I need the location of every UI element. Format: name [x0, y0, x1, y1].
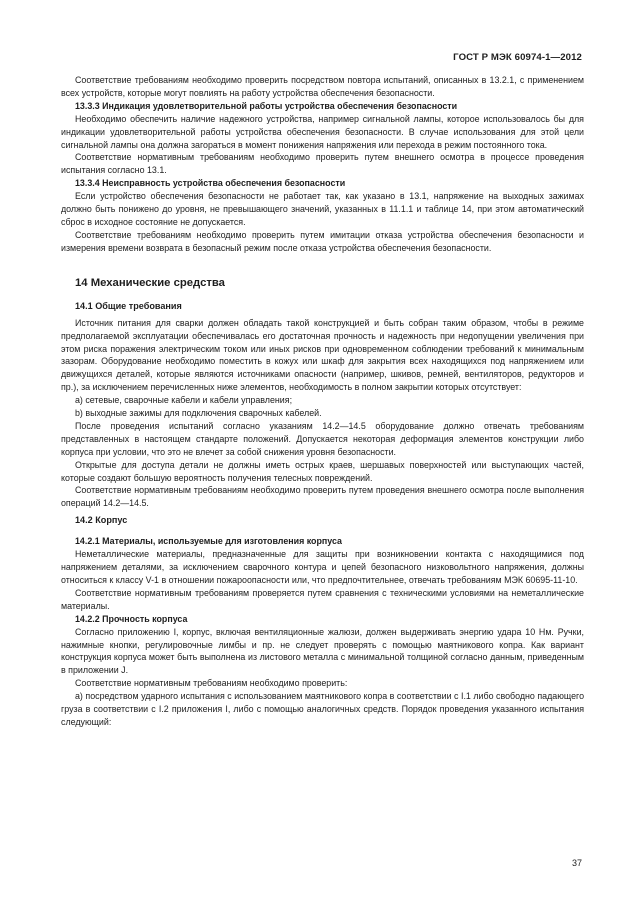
document-body — [61, 74, 584, 729]
list-item: a) посредством ударного испытания с использованием маятникового копра в соответствии с I.1 либо свободно падающего груза в соответствии с I.2 приложения I, либо с помощью аналогичных средств. Порядок проведения указанного испытания следующий: — [61, 691, 584, 727]
paragraph: Открытые для доступа детали не должны иметь острых краев, шершавых поверхностей или выступающих частей, которые создают большую вероятность получения телесных повреждений. — [61, 459, 584, 483]
paragraph: Если устройство обеспечения безопасности не работает так, как указано в 13.1, напряжение на выходных зажимах должно быть понижено до уровня, не превышающего значений, указанных в 11.1.1 и таблице 14, при этом автоматический сброс в исходное состояние не допускается. — [61, 191, 584, 227]
paragraph: Соответствие нормативным требованиям необходимо проверить путем внешнего осмотра в процессе проведения испытания согласно 13.1. — [61, 152, 584, 176]
paragraph: Необходимо обеспечить наличие надежного устройства, например сигнальной лампы, которое использовалось бы для индикации удовлетворительной работы устройства обеспечения безопасности. В случае использования для этой цели сигнальной лампы она должна загораться в момент понижения напряжения или перехода в режим постоянного тока. — [61, 113, 584, 150]
section-heading-14-2: 14.2 Корпус — [75, 515, 128, 526]
list-item: b) выходные зажимы для подключения сварочных кабелей. — [75, 408, 322, 419]
paragraph: Соответствие нормативным требованиям проверяется путем сравнения с техническими условиями на неметаллические материалы. — [61, 587, 584, 611]
section-heading-14-2-1: 14.2.1 Материалы, используемые для изготовления корпуса — [75, 536, 342, 547]
paragraph: Согласно приложению I, корпус, включая вентиляционные жалюзи, должен выдерживать энергию удара 10 Нм. Ручки, нажимные кнопки, регулировочные лимбы и пр. не следует проверять с помощью маятникового копра. Как вариант конструкция корпуса может быть выполнена из листового металла с минимальной толщиной согласно данным, приведенным в приложении J. — [61, 626, 584, 676]
section-heading-13-3-4: 13.3.4 Неисправность устройства обеспечения безопасности — [75, 178, 346, 189]
paragraph: Соответствие нормативным требованиям необходимо проверить: — [75, 678, 348, 689]
list-item: a) сетевые, сварочные кабели и кабели управления; — [75, 395, 293, 406]
paragraph: Соответствие нормативным требованиям необходимо проверить путем проведения внешнего осмотра после выполнения операций 14.2—14.5. — [61, 485, 584, 509]
paragraph: После проведения испытаний согласно указаниям 14.2—14.5 оборудование должно отвечать требованиям представленных в настоящем стандарте положений. Допускается некоторая деформация элементов конструкции либо корпуса при условии, что это не влечет за собой снижения уровня безопасности. — [61, 420, 584, 457]
paragraph: Источник питания для сварки должен обладать такой конструкцией и быть собран таким образом, чтобы в режиме предполагаемой эксплуатации обеспечивалась его достаточная прочность и надежность при недопущении увеличения при этом риска поражения электрическим током или иных рисков при одновременном соблюдении требований к минимальным зазорам. Оборудование необходимо поместить в кожух или шкаф для закрытия всех находящихся под напряжением или движущихся деталей, которые являются источниками опасности (например, шкивов, ремней, вентиляторов, редукторов и пр.), за исключением перечисленных ниже элементов, необходимость в полном закрытии которых отсутствует: — [61, 317, 584, 393]
section-heading-13-3-3: 13.3.3 Индикация удовлетворительной работы устройства обеспечения безопасности — [75, 100, 458, 111]
paragraph: Соответствие требованиям необходимо проверить посредством повтора испытаний, описанных в 13.2.1, с применением всех устройств, которые могут повлиять на работу устройства обеспечения безопасности. — [61, 75, 584, 98]
paragraph: Соответствие требованиям необходимо проверить путем имитации отказа устройства обеспечения безопасности и измерения времени возврата в безопасный режим после отказа устройства обеспечения безопасности. — [61, 229, 584, 253]
paragraph: Неметаллические материалы, предназначенные для защиты при возникновении контакта с находящимися под напряжением деталями, за исключением сварочного контура и цепей безопасного низковольтного напряжения, должны относиться к классу V-1 в отношении пожароопасности или, что предпочтительнее, отвечать требованиям МЭК 60695-11-10. — [61, 549, 584, 585]
section-heading-14-1: 14.1 Общие требования — [75, 300, 182, 311]
section-heading-14-2-2: 14.2.2 Прочность корпуса — [75, 613, 188, 624]
document-header: ГОСТ Р МЭК 60974-1—2012 — [453, 52, 582, 63]
page-number: 37 — [571, 858, 582, 868]
chapter-heading-14: 14 Механические средства — [75, 276, 225, 289]
